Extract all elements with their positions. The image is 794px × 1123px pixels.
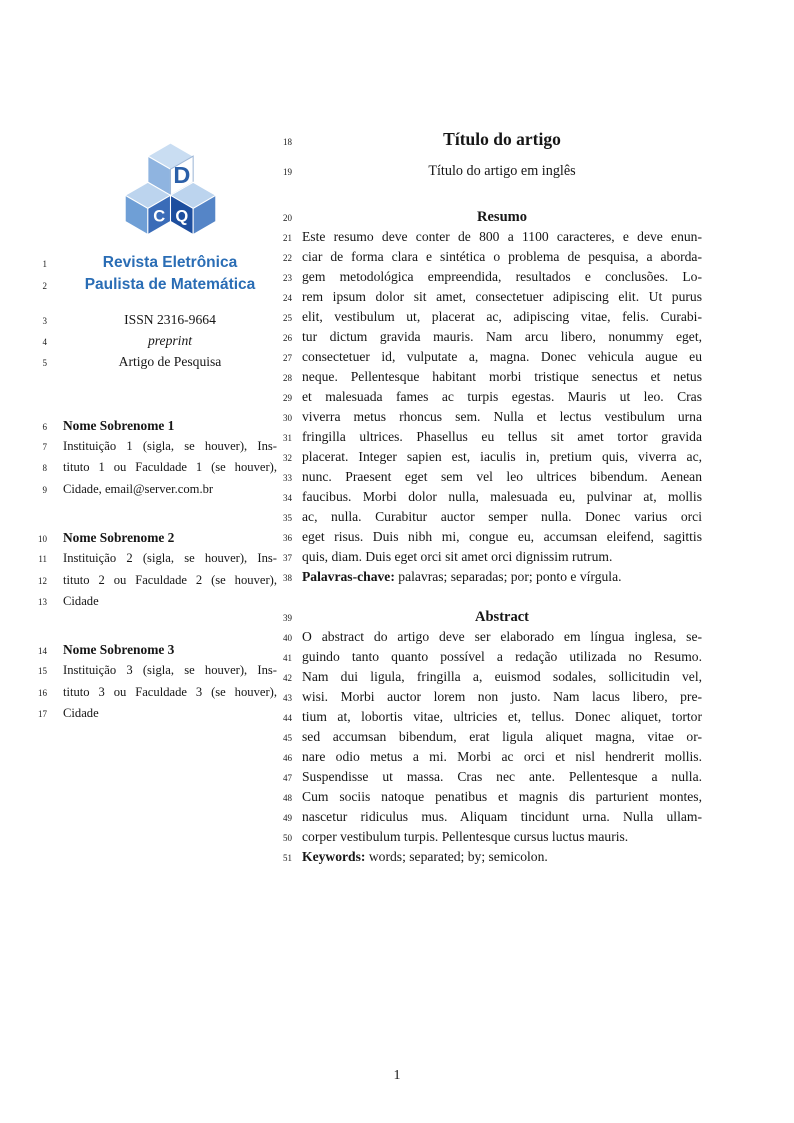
- line-number: 49: [283, 813, 292, 823]
- line-number: 44: [283, 713, 292, 723]
- abstract-text-line: wisi. Morbi auctor lorem non justo. Nam lacus libero, pre-: [302, 689, 702, 704]
- resumo-heading: Resumo: [477, 209, 527, 225]
- logo-letter-c: C: [152, 206, 165, 226]
- line-number: 15: [38, 666, 47, 677]
- abstract-section: [278, 607, 708, 867]
- line-number: 50: [283, 833, 292, 843]
- line-number: 10: [38, 533, 47, 544]
- abstract-text-line: nascetur ridiculus mus. Aliquam tincidunt urna. Nulla ullam-: [302, 809, 702, 824]
- resumo-text-line: consectetuer id, vulputate a, magna. Donec vehicula augue eu: [302, 349, 702, 364]
- line-number: 33: [283, 473, 292, 483]
- line-number: 11: [38, 554, 47, 565]
- cqd-cube-logo-icon: [113, 129, 228, 239]
- line-number: 39: [283, 613, 292, 623]
- text-line-row: [278, 427, 708, 447]
- author-address-line: Cidade, email@server.com.br: [63, 481, 214, 496]
- text-line-row: [278, 447, 708, 467]
- author-name-row: [33, 527, 281, 548]
- text-line-row: [278, 387, 708, 407]
- author-address-line: Instituição 1 (sigla, se houver), Ins-: [63, 439, 277, 454]
- line-number: 34: [283, 493, 292, 503]
- resumo-text-line: elit, vestibulum ut, placerat ac, adipiscing vitae, felis. Curabi-: [302, 309, 702, 324]
- issn-row: [33, 309, 281, 330]
- resumo-text-line: ac, nulla. Curabitur auctor semper nulla. Donec varius orci: [302, 509, 702, 524]
- text-line-row: [278, 747, 708, 767]
- line-number: 1: [42, 259, 47, 270]
- author-address-line: Instituição 3 (sigla, se houver), Ins-: [63, 663, 277, 678]
- text-line-row: [278, 227, 708, 247]
- text-line-row: [278, 247, 708, 267]
- article-subtitle: Título do artigo em inglês: [428, 163, 576, 179]
- line-number: 43: [283, 693, 292, 703]
- text-line-row: [278, 327, 708, 347]
- text-line-row: [278, 787, 708, 807]
- resumo-text-line: neque. Pellentesque habitant morbi tristique senectus et netus: [302, 369, 702, 384]
- line-number: 40: [283, 633, 292, 643]
- author-address-line: tituto 1 ou Faculdade 1 (se houver),: [63, 460, 277, 475]
- article-type-text: Artigo de Pesquisa: [118, 354, 222, 370]
- resumo-paragraph: [278, 227, 708, 567]
- line-number: 25: [283, 313, 292, 323]
- resumo-text-line: rem ipsum dolor sit amet, consectetuer adipiscing elit. Ut purus: [302, 289, 702, 304]
- line-number: 31: [283, 433, 292, 443]
- palavras-chave-line: [302, 567, 702, 587]
- left-column: [33, 129, 281, 724]
- palavras-chave-label: Palavras-chave:: [302, 569, 395, 584]
- line-number: 42: [283, 673, 292, 683]
- journal-name-line-1: Revista Eletrônica: [102, 254, 238, 272]
- line-number: 4: [42, 337, 47, 348]
- resumo-text-line: gem metodológica empreendida, resultados e conclusões. Lo-: [302, 269, 702, 284]
- text-line-row: [278, 807, 708, 827]
- author-address-row: [33, 479, 281, 500]
- text-line-row: [278, 727, 708, 747]
- line-number: 28: [283, 373, 292, 383]
- line-number: 36: [283, 533, 292, 543]
- article-subtitle-row: [278, 161, 708, 181]
- resumo-heading-row: [278, 207, 708, 227]
- line-number: 26: [283, 333, 292, 343]
- resumo-section: [278, 207, 708, 587]
- line-number: 48: [283, 793, 292, 803]
- article-title: Título do artigo: [443, 129, 561, 149]
- line-number: 27: [283, 353, 292, 363]
- abstract-text-line: Cum sociis natoque penatibus et magnis dis parturient montes,: [302, 789, 702, 804]
- article-type-row: [33, 351, 281, 372]
- abstract-text-line: tium at, lobortis vitae, ultricies et, tellus. Donec aliquet, tortor: [302, 709, 702, 724]
- author-address-line: Cidade: [63, 706, 99, 721]
- line-number: 14: [38, 646, 47, 657]
- text-line-row: [278, 827, 708, 847]
- logo-row: [33, 129, 281, 246]
- keywords-row: [278, 847, 708, 867]
- text-line-row: [278, 267, 708, 287]
- line-number: 13: [38, 596, 47, 607]
- journal-name-row-2: [33, 274, 281, 295]
- author-block-2: [33, 527, 281, 612]
- resumo-text-line: quis, diam. Duis eget orci sit amet orci dignissim rutrum.: [302, 549, 613, 564]
- article-title-row: [278, 129, 708, 149]
- author-block-3: [33, 639, 281, 724]
- author-address: [33, 660, 281, 724]
- journal-name-line-2: Paulista de Matemática: [84, 275, 256, 293]
- text-line-row: [278, 687, 708, 707]
- author-address-line: Instituição 2 (sigla, se houver), Ins-: [63, 551, 277, 566]
- line-number: 32: [283, 453, 292, 463]
- keywords-label: Keywords:: [302, 849, 366, 864]
- text-line-row: [278, 767, 708, 787]
- text-line-row: [278, 407, 708, 427]
- line-number: 12: [38, 575, 47, 586]
- main-column: [278, 129, 708, 867]
- text-line-row: [278, 307, 708, 327]
- resumo-text-line: nunc. Praesent eget sem vel leo ultrices bibendum. Aenean: [302, 469, 702, 484]
- resumo-text-line: fringilla ultrices. Phasellus eu tellus sit amet tortor gravida: [302, 429, 702, 444]
- journal-logo: [63, 129, 277, 246]
- author-name-row: [33, 415, 281, 436]
- palavras-chave-text: palavras; separadas; por; ponto e vírgula.: [394, 569, 622, 584]
- author-address-row: [33, 436, 281, 457]
- author-name: Nome Sobrenome 2: [63, 529, 175, 545]
- abstract-text-line: Nam dui ligula, fringilla a, euismod sodales, sollicitudin vel,: [302, 669, 702, 684]
- text-line-row: [278, 347, 708, 367]
- abstract-heading-row: [278, 607, 708, 627]
- line-number: 21: [283, 233, 292, 243]
- text-line-row: [278, 527, 708, 547]
- journal-name-row-1: [33, 252, 281, 273]
- abstract-text-line: Suspendisse ut massa. Cras nec ante. Pellentesque a nulla.: [302, 769, 702, 784]
- abstract-text-line: nare odio metus a mi. Morbi ac orci et nisl hendrerit mollis.: [302, 749, 702, 764]
- text-line-row: [278, 467, 708, 487]
- line-number: 20: [283, 213, 292, 223]
- line-number: 8: [42, 463, 47, 474]
- line-number: 35: [283, 513, 292, 523]
- abstract-paragraph: [278, 627, 708, 847]
- line-number: 9: [42, 484, 47, 495]
- author-name-row: [33, 639, 281, 660]
- resumo-text-line: tur dictum gravida mauris. Nam arcu libero, nonummy eget,: [302, 329, 702, 344]
- line-number: 38: [283, 573, 292, 583]
- author-address-line: Cidade: [63, 593, 99, 608]
- line-number: 45: [283, 733, 292, 743]
- line-number: 37: [283, 553, 292, 563]
- line-number: 46: [283, 753, 292, 763]
- logo-letter-q: Q: [174, 206, 188, 226]
- line-number: 17: [38, 709, 47, 720]
- line-number: 5: [42, 358, 47, 369]
- text-line-row: [278, 507, 708, 527]
- resumo-text-line: viverra metus rhoncus sem. Nulla et lectus vestibulum urna: [302, 409, 702, 424]
- line-number: 19: [283, 167, 292, 177]
- line-number: 18: [283, 137, 292, 147]
- preprint-text: preprint: [147, 333, 193, 349]
- line-number: 24: [283, 293, 292, 303]
- palavras-chave-row: [278, 567, 708, 587]
- abstract-text-line: corper vestibulum turpis. Pellentesque cursus luctus mauris.: [302, 829, 629, 844]
- resumo-text-line: ciar de forma clara e sintética o problema de pesquisa, a aborda-: [302, 249, 702, 264]
- line-number: 2: [42, 280, 47, 291]
- author-address-row: [33, 457, 281, 478]
- author-name: Nome Sobrenome 3: [63, 642, 175, 658]
- line-number: 51: [283, 853, 292, 863]
- text-line-row: [278, 667, 708, 687]
- preprint-row: [33, 330, 281, 351]
- author-address: [33, 436, 281, 500]
- text-line-row: [278, 487, 708, 507]
- resumo-text-line: et malesuada fames ac turpis egestas. Mauris ut leo. Cras: [302, 389, 702, 404]
- resumo-text-line: eget risus. Duis nibh mi, congue eu, accumsan eleifend, sagittis: [302, 529, 702, 544]
- text-line-row: [278, 287, 708, 307]
- line-number: 47: [283, 773, 292, 783]
- keywords-line: [302, 847, 702, 867]
- author-address-row: [33, 703, 281, 724]
- logo-letter-d: D: [172, 162, 190, 189]
- line-number: 22: [283, 253, 292, 263]
- line-number: 23: [283, 273, 292, 283]
- line-number: 41: [283, 653, 292, 663]
- author-address-row: [33, 570, 281, 591]
- author-address-row: [33, 682, 281, 703]
- author-name: Nome Sobrenome 1: [63, 417, 175, 433]
- abstract-heading: Abstract: [475, 609, 529, 625]
- text-line-row: [278, 547, 708, 567]
- line-number: 30: [283, 413, 292, 423]
- text-line-row: [278, 627, 708, 647]
- author-address-row: [33, 591, 281, 612]
- keywords-text: words; separated; by; semicolon.: [365, 849, 548, 864]
- page-number: 1: [393, 1068, 401, 1083]
- line-number: 7: [42, 442, 47, 453]
- text-line-row: [278, 647, 708, 667]
- text-line-row: [278, 707, 708, 727]
- line-number: 29: [283, 393, 292, 403]
- resumo-text-line: Este resumo deve conter de 800 a 1100 caracteres, e deve enun-: [302, 229, 702, 244]
- author-address-row: [33, 660, 281, 681]
- resumo-text-line: faucibus. Morbi dolor nulla, malesuada eu, pulvinar at, mollis: [302, 489, 702, 504]
- line-number: 6: [42, 421, 47, 432]
- issn-text: ISSN 2316-9664: [124, 311, 216, 327]
- abstract-text-line: guindo tanto quanto possível a redação utilizada no Resumo.: [302, 649, 702, 664]
- resumo-text-line: placerat. Integer sapien est, iaculis in, pretium quis, viverra ac,: [302, 449, 702, 464]
- line-number: 16: [38, 687, 47, 698]
- author-block-1: [33, 415, 281, 500]
- line-number: 3: [42, 315, 47, 326]
- text-line-row: [278, 367, 708, 387]
- author-address-line: tituto 2 ou Faculdade 2 (se houver),: [63, 572, 277, 587]
- author-address: [33, 548, 281, 612]
- author-address-row: [33, 548, 281, 569]
- abstract-text-line: O abstract do artigo deve ser elaborado em língua inglesa, se-: [302, 629, 702, 644]
- author-address-line: tituto 3 ou Faculdade 3 (se houver),: [63, 684, 277, 699]
- abstract-text-line: sed accumsan bibendum, erat ligula aliquet magna, vitae or-: [302, 729, 702, 744]
